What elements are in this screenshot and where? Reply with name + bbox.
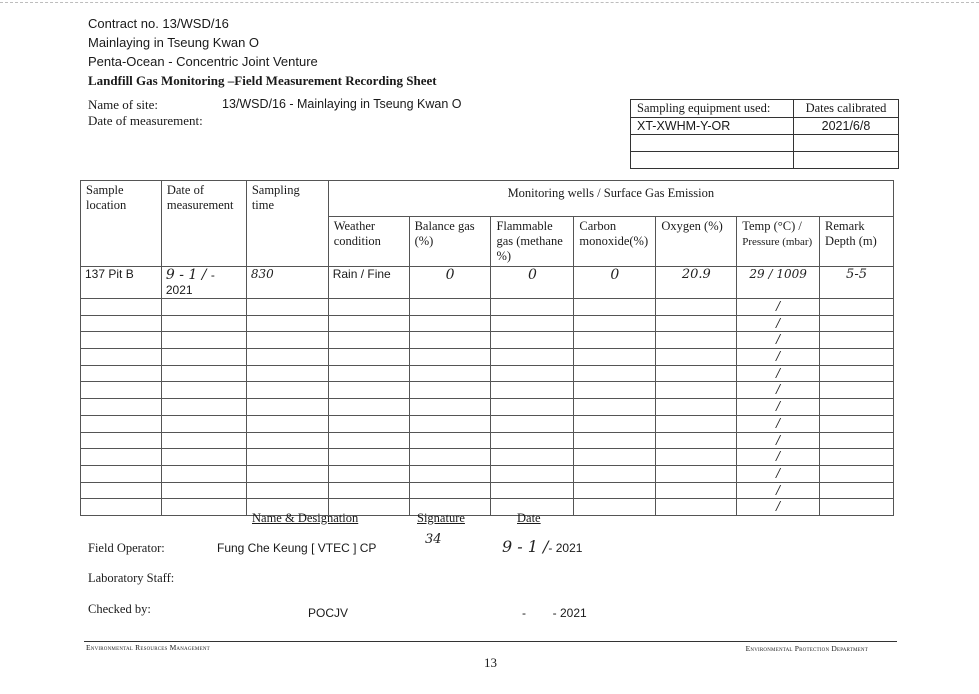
- cell-date: [161, 267, 246, 299]
- field-operator-label: Field Operator:: [88, 541, 165, 555]
- table-row: [81, 482, 894, 499]
- field-operator-date-handwritten: 9 - 1 /: [502, 537, 549, 556]
- footer-left: Environmental Resources Management: [86, 643, 210, 652]
- col-carbon-monoxide: Carbon monoxide(%): [574, 217, 656, 267]
- checked-by-label: Checked by:: [88, 602, 151, 616]
- cell-date-printed: - 2021: [165, 268, 215, 297]
- cell-carbon: 0: [574, 267, 656, 299]
- table-row: [81, 415, 894, 432]
- col-remark: [820, 217, 894, 267]
- site-name-value: 13/WSD/16 - Mainlaying in Tseung Kwan O: [222, 97, 462, 111]
- site-name-label: Name of site:: [88, 97, 159, 112]
- field-operator-date-printed: - 2021: [548, 541, 583, 555]
- cell-slash: /: [737, 482, 820, 499]
- field-operator-date: [502, 537, 582, 557]
- footer-rule: [84, 641, 897, 642]
- cell-slash: /: [737, 432, 820, 449]
- cell-flammable: 0: [491, 267, 574, 299]
- signoff-col-name: Name & Designation: [252, 511, 359, 525]
- lab-staff-label: Laboratory Staff:: [88, 571, 175, 585]
- table-row: [81, 465, 894, 482]
- col-depth-label: Depth (m): [825, 234, 877, 248]
- cell-slash: /: [737, 449, 820, 466]
- table-row: [81, 349, 894, 366]
- col-pressure-label: Pressure (mbar): [742, 236, 813, 248]
- calibration-date: [794, 152, 899, 169]
- table-row: [81, 365, 894, 382]
- cell-depth: 5-5: [820, 267, 894, 299]
- top-scan-line: [0, 2, 979, 3]
- col-sampling-time: Sampling time: [246, 181, 328, 267]
- table-row: [81, 499, 894, 516]
- table-row: [81, 315, 894, 332]
- table-row: [81, 449, 894, 466]
- header-row-1: [81, 181, 894, 217]
- equipment-name: [631, 152, 794, 169]
- project-name: Mainlaying in Tseung Kwan O: [88, 35, 260, 50]
- col-group-monitoring: Monitoring wells / Surface Gas Emission: [328, 181, 893, 217]
- cell-slash: /: [737, 315, 820, 332]
- table-row: [81, 432, 894, 449]
- document-header: [88, 14, 318, 71]
- checked-by-date: - - 2021: [522, 606, 587, 620]
- cell-slash: /: [737, 399, 820, 416]
- footer-right: Environmental Protection Department: [745, 644, 868, 653]
- equipment-header: Sampling equipment used:: [631, 100, 794, 118]
- cell-slash: /: [737, 465, 820, 482]
- cell-date-handwritten: 9 - 1 /: [165, 267, 211, 283]
- field-operator-name: Fung Che Keung [ VTEC ] CP: [217, 541, 377, 555]
- equipment-name: XT-XWHM-Y-OR: [631, 118, 794, 135]
- date-of-measurement-label: Date of measurement:: [88, 113, 203, 128]
- cell-time: 830: [246, 267, 328, 299]
- equipment-table: [630, 99, 899, 169]
- cell-slash: /: [737, 415, 820, 432]
- table-row: [81, 267, 894, 299]
- equipment-row: [631, 135, 899, 152]
- col-sample-location: Sample location: [81, 181, 162, 267]
- cell-weather: Rain / Fine: [328, 267, 409, 299]
- checked-by-name: POCJV: [308, 606, 349, 620]
- table-row: [81, 382, 894, 399]
- measurement-table: [80, 180, 894, 516]
- sheet-title: Landfill Gas Monitoring –Field Measurement Recording Sheet: [88, 73, 437, 88]
- cell-oxygen: 20.9: [656, 267, 737, 299]
- signoff-col-signature: Signature: [417, 511, 465, 525]
- table-row: [81, 399, 894, 416]
- cell-slash: /: [737, 349, 820, 366]
- calibration-header: Dates calibrated: [794, 100, 899, 118]
- calibration-date: 2021/6/8: [794, 118, 899, 135]
- cell-slash: /: [737, 332, 820, 349]
- col-remark-label: Remark: [825, 219, 865, 233]
- contractor-name: Penta-Ocean - Concentric Joint Venture: [88, 54, 318, 69]
- table-row: [81, 332, 894, 349]
- cell-location: 137 Pit B: [81, 267, 162, 299]
- cell-balance: 0: [409, 267, 491, 299]
- field-operator-signature: 34: [425, 532, 442, 547]
- calibration-date: [794, 135, 899, 152]
- cell-slash: /: [737, 365, 820, 382]
- col-temp-label: Temp (°C) /: [742, 219, 802, 233]
- cell-temp-pressure: 29 / 1009: [737, 267, 820, 299]
- col-temp-pressure: [737, 217, 820, 267]
- cell-slash: /: [737, 499, 820, 516]
- signoff-col-date: Date: [517, 511, 541, 525]
- contract-number: Contract no. 13/WSD/16: [88, 16, 229, 31]
- equipment-row: [631, 118, 899, 135]
- col-flammable-gas: Flammable gas (methane %): [491, 217, 574, 267]
- col-balance-gas: Balance gas (%): [409, 217, 491, 267]
- col-date-of-measurement: Date of measurement: [161, 181, 246, 267]
- col-oxygen: Oxygen (%): [656, 217, 737, 267]
- table-row: [81, 299, 894, 316]
- cell-slash: /: [737, 299, 820, 316]
- equipment-name: [631, 135, 794, 152]
- cell-slash: /: [737, 382, 820, 399]
- equipment-row: [631, 152, 899, 169]
- col-weather: Weather condition: [328, 217, 409, 267]
- page-number: 13: [484, 655, 497, 670]
